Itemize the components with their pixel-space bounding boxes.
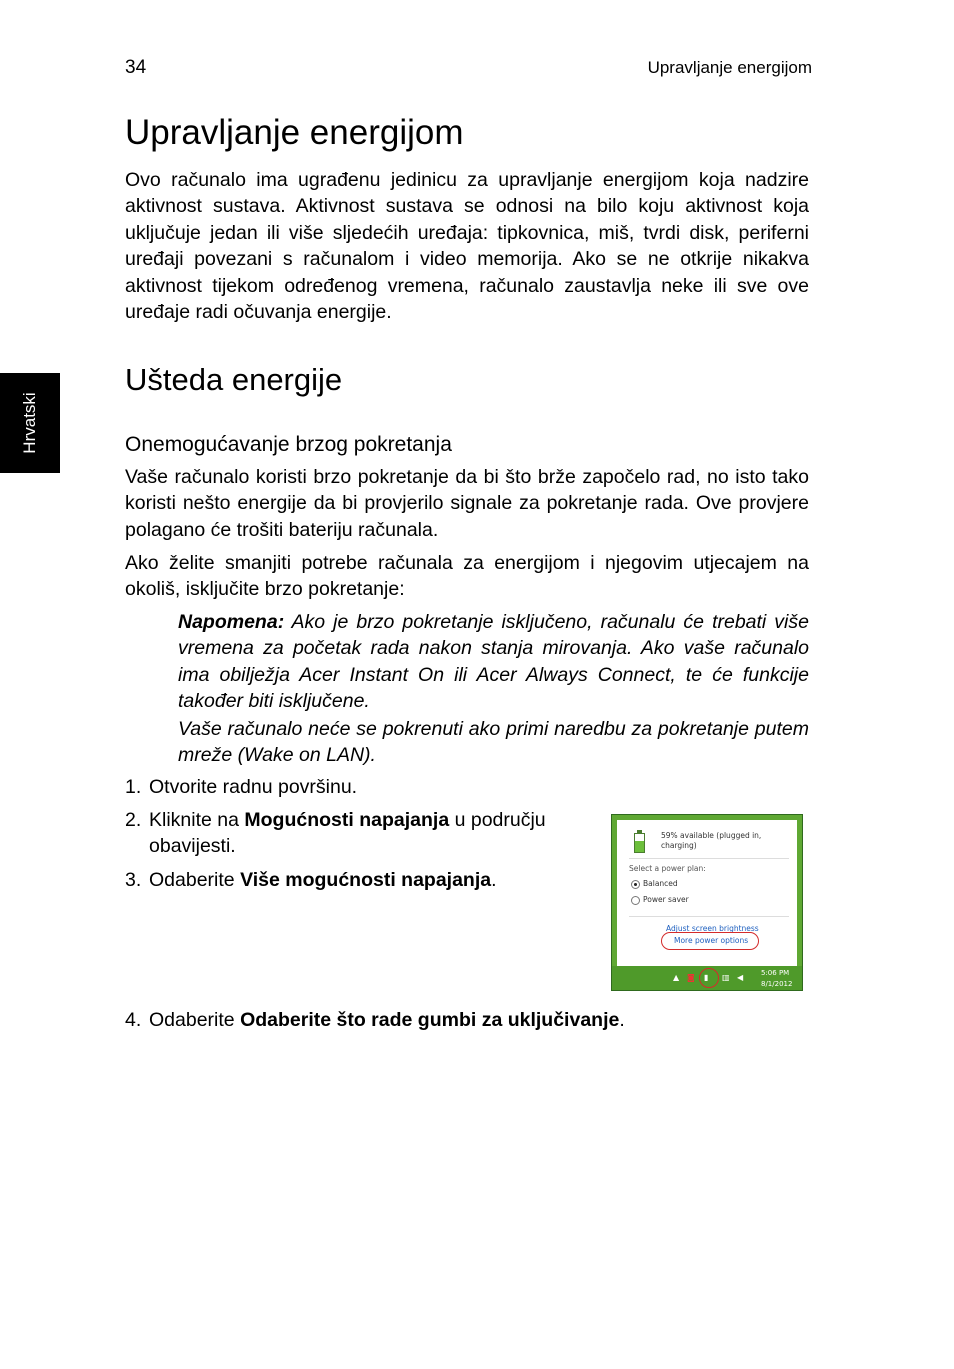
clock-date: 8/1/2012 [761, 980, 793, 988]
step-3 [125, 867, 497, 893]
subsection-title: Ušteda energije [125, 362, 343, 397]
power-plan-label: Select a power plan: [629, 864, 706, 873]
side-tab-label: Hrvatski [20, 392, 39, 454]
tray-clock[interactable] [761, 968, 792, 990]
section-title: Upravljanje energijom [125, 113, 464, 152]
running-header: Upravljanje energijom [647, 58, 812, 77]
step-2 [125, 807, 546, 860]
step-text: Odaberite [149, 869, 241, 891]
battery-status [661, 831, 761, 851]
step-text: u području [449, 809, 546, 831]
step-text: Otvorite radnu površinu. [149, 776, 358, 798]
divider [629, 916, 789, 917]
clock-time: 5:06 PM [761, 969, 790, 977]
more-power-options-link[interactable]: More power options [674, 936, 749, 945]
step-bold: Više mogućnosti napajanja [240, 869, 492, 891]
step-text: Kliknite na [149, 809, 245, 831]
fast-startup-paragraph: Vaše računalo koristi brzo pokretanje da bi što brže započelo rad, no isto tako koristi nešto energije da bi provjerilo signale za pokretanje rada. Ove provjere polagano će trošiti bateriju računala. [125, 466, 809, 541]
adjust-brightness-link[interactable]: Adjust screen brightness [666, 924, 759, 933]
battery-status-line: charging) [661, 841, 697, 850]
highlight-circle [661, 932, 759, 950]
radio-power-saver[interactable] [631, 896, 640, 905]
step-number: 3. [125, 869, 142, 891]
step-bold: Mogućnosti napajanja [244, 809, 450, 831]
option-balanced-label[interactable]: Balanced [643, 879, 678, 888]
step-number: 1. [125, 776, 142, 798]
note-text-1: Ako je brzo pokretanje isključeno, računalu će trebati više vremena za početak rada nakon stanja mirovanja. Ako vaše računalo ima obilježja Acer Instant On ili Acer Always Connect, te će funkcije također biti isključene. [178, 611, 809, 713]
divider [629, 858, 789, 859]
step-number: 2. [125, 809, 142, 831]
step-number: 4. [125, 1009, 142, 1031]
antivirus-tray-icon[interactable]: ◙ [687, 973, 695, 982]
battery-status-line: 59% available (plugged in, [661, 831, 762, 840]
option-power-saver-label[interactable]: Power saver [643, 895, 689, 904]
power-flyout-screenshot [611, 814, 803, 991]
radio-balanced[interactable] [631, 880, 640, 889]
step-bold: Odaberite što rade gumbi za uključivanje [240, 1009, 620, 1031]
step-4 [125, 1007, 625, 1033]
page-number: 34 [125, 57, 147, 78]
subsection-subtitle: Onemogućavanje brzog pokretanja [125, 433, 452, 456]
note-label: Napomena: [178, 611, 285, 633]
step-1 [125, 774, 357, 800]
chevron-up-icon[interactable]: ▲ [673, 973, 680, 982]
tray-highlight-circle [699, 968, 719, 988]
battery-icon [634, 833, 645, 853]
power-flyout-panel [617, 820, 797, 966]
step-text: Odaberite [149, 1009, 241, 1031]
intro-paragraph: Ovo računalo ima ugrađenu jedinicu za upravljanje energijom koja nadzire aktivnost sustava. Aktivnost sustava se odnosi na bilo koju aktivnost koja uključuje jedan ili više sljedećih uređaja: tipkovnica, miš, tvrdi disk, periferni uređaji povezani s računalom i video memorija. Ako se ne otkrije nikakva aktivnost tijekom određenog vremena, računalo zaustavlja neke ili sve ove uređaje radi očuvanja energije. [125, 169, 809, 324]
step-text: obavijesti. [149, 835, 236, 858]
network-tray-icon[interactable]: ▥ [722, 973, 730, 982]
step-text: . [491, 869, 497, 891]
language-side-tab [0, 373, 60, 473]
power-tray-icon[interactable]: ▮ [704, 973, 709, 982]
note-text-2: Vaše računalo neće se pokrenuti ako primi naredbu za pokretanje putem mreže (Wake on LAN). [178, 718, 809, 767]
step-text: . [619, 1009, 625, 1031]
disable-paragraph: Ako želite smanjiti potrebe računala za energijom i njegovim utjecajem na okoliš, isključite brzo pokretanje: [125, 552, 809, 601]
volume-icon[interactable]: ◀ [737, 973, 744, 982]
note-block [178, 609, 809, 715]
